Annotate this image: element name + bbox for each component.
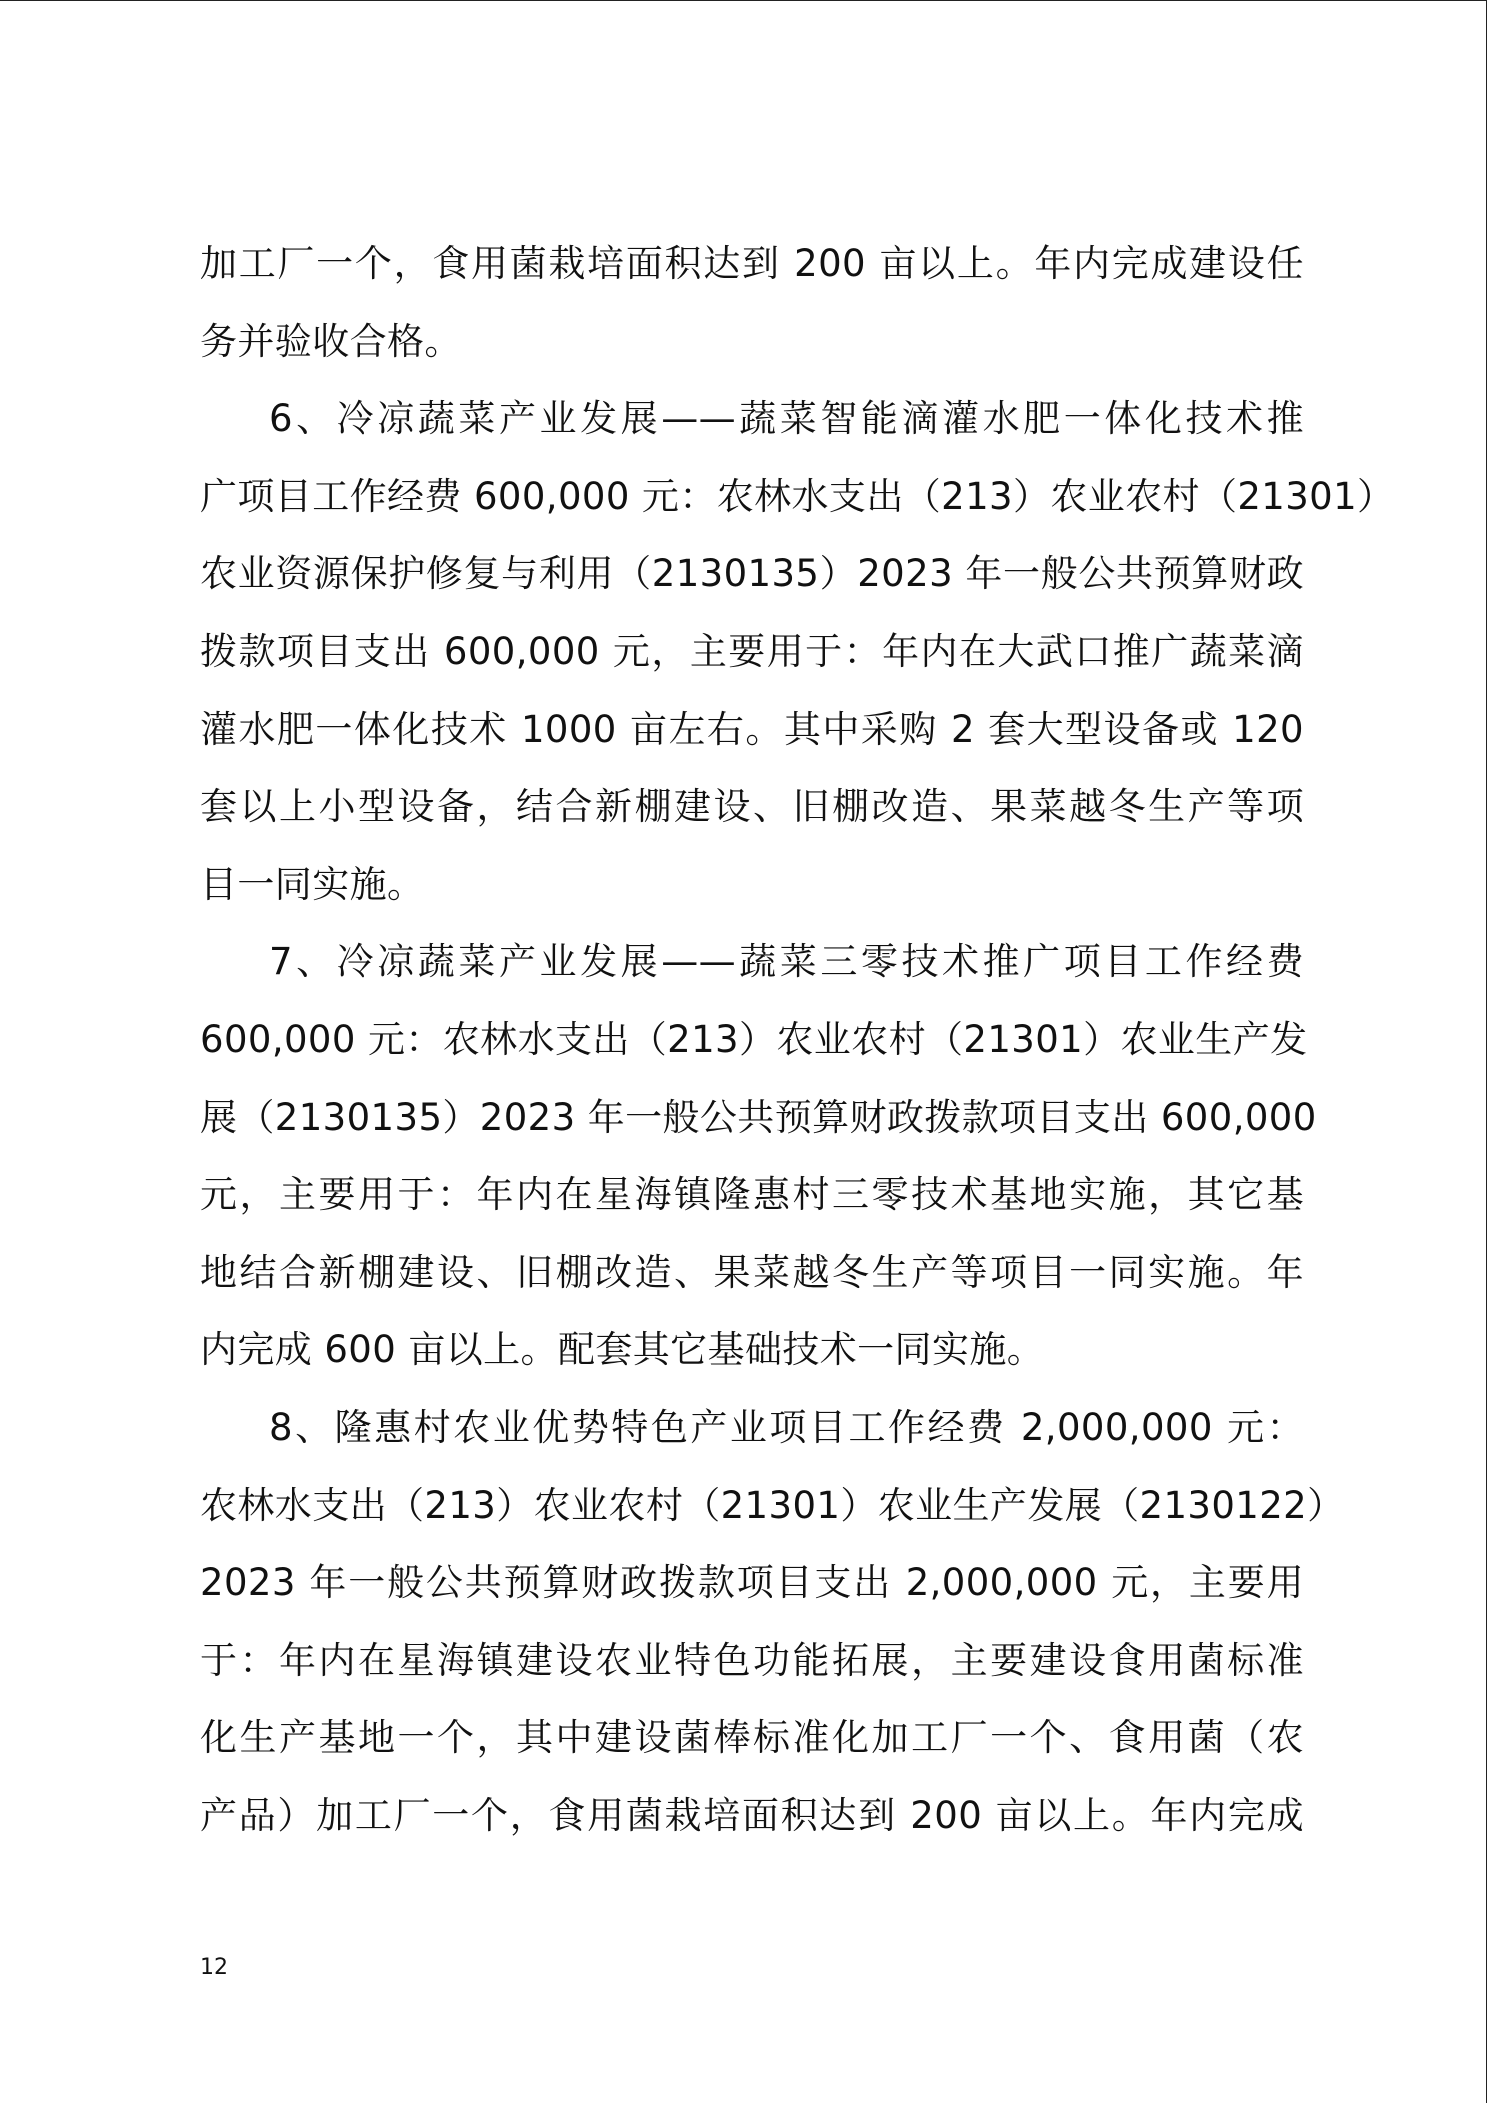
paragraph-line: 目一同实施。 [200,862,425,906]
paragraph-line: 农业资源保护修复与利用（2130135）2023 年一般公共预算财政 [200,552,1304,596]
paragraph-line: 内完成 600 亩以上。配套其它基础技术一同实施。 [200,1328,1045,1372]
paragraph-line: 6、冷凉蔬菜产业发展——蔬菜智能滴灌水肥一体化技术推 [269,397,1304,441]
paragraph-line: 灌水肥一体化技术 1000 亩左右。其中采购 2 套大型设备或 120 [200,707,1304,751]
paragraph-line: 7、冷凉蔬菜产业发展——蔬菜三零技术推广项目工作经费 [269,940,1304,984]
paragraph-line: 产品）加工厂一个，食用菌栽培面积达到 200 亩以上。年内完成 [200,1793,1304,1837]
paragraph-line: 务并验收合格。 [200,319,462,363]
paragraph-line: 于：年内在星海镇建设农业特色功能拓展，主要建设食用菌标准 [200,1638,1304,1682]
paragraph-line: 地结合新棚建设、旧棚改造、果菜越冬生产等项目一同实施。年 [200,1250,1304,1294]
paragraph-line: 8、隆惠村农业优势特色产业项目工作经费 2,000,000 元： [269,1405,1304,1449]
paragraph-line: 农林水支出（213）农业农村（21301）农业生产发展（2130122） [200,1483,1345,1527]
paragraph-line: 广项目工作经费 600,000 元：农林水支出（213）农业农村（21301） [200,474,1395,518]
document-body [200,225,1395,1854]
paragraph-line: 600,000 元：农林水支出（213）农业农村（21301）农业生产发 [200,1017,1308,1061]
paragraph-line: 化生产基地一个，其中建设菌棒标准化加工厂一个、食用菌（农 [200,1716,1304,1760]
paragraph-line: 拨款项目支出 600,000 元，主要用于：年内在大武口推广蔬菜滴 [200,629,1304,673]
paragraph-line: 加工厂一个，食用菌栽培面积达到 200 亩以上。年内完成建设任 [200,242,1304,285]
page-number: 12 [200,1955,228,1980]
paragraph-line: 展（2130135）2023 年一般公共预算财政拨款项目支出 600,000 [200,1095,1317,1139]
paragraph-line: 元，主要用于：年内在星海镇隆惠村三零技术基地实施，其它基 [200,1173,1304,1217]
paragraph-line: 套以上小型设备，结合新棚建设、旧棚改造、果菜越冬生产等项 [200,785,1304,829]
paragraph-line: 2023 年一般公共预算财政拨款项目支出 2,000,000 元，主要用 [200,1561,1304,1605]
